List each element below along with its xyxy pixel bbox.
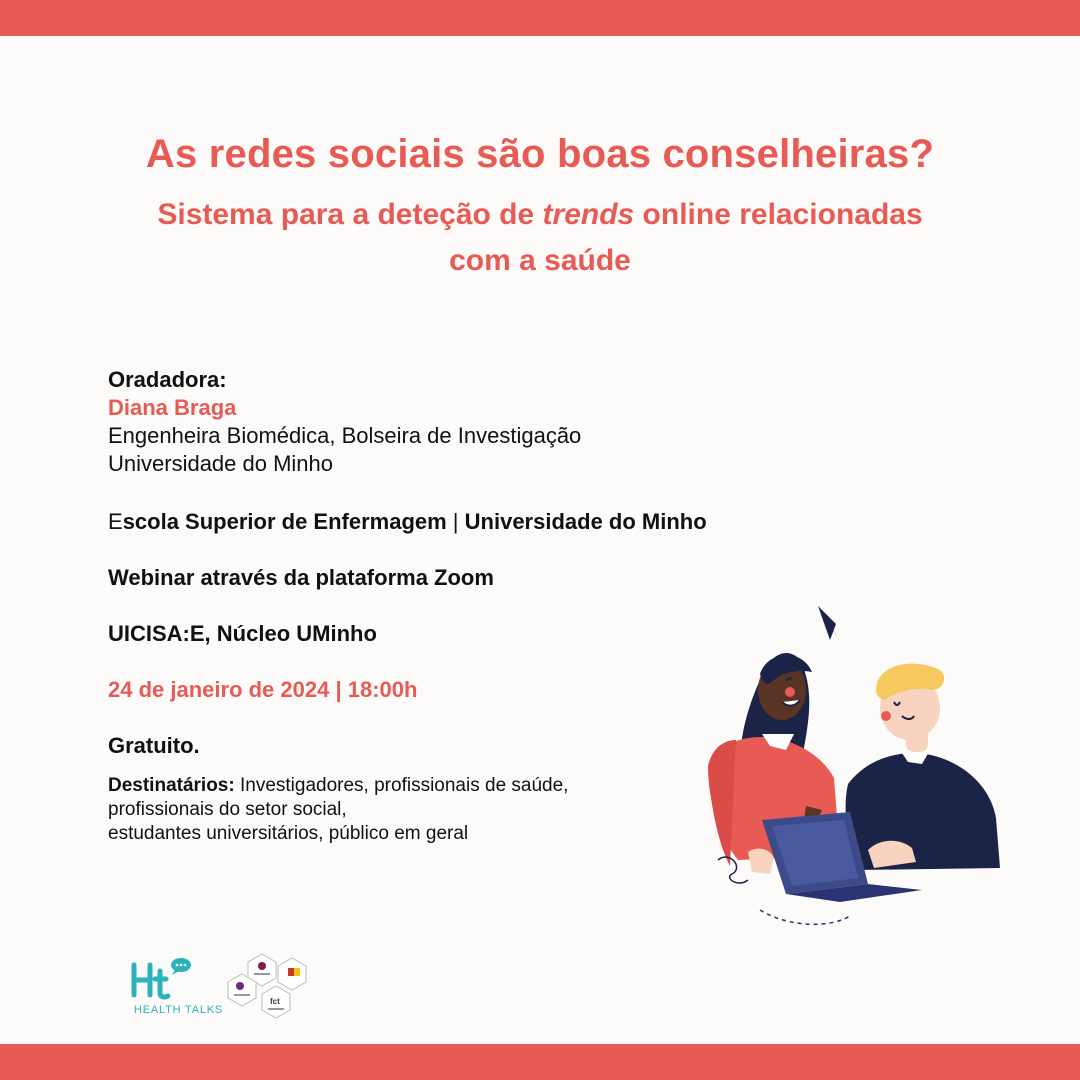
health-talks-logo	[130, 955, 226, 1020]
event-info	[108, 366, 728, 846]
speaker-institution: Universidade do Minho	[108, 451, 334, 476]
bottom-accent-bar	[0, 1044, 1080, 1080]
subtitle-text-end: online relacionadas	[634, 198, 923, 231]
school-name: scola Superior de Enfermagem	[122, 509, 447, 534]
event-datetime: 24 de janeiro de 2024 | 18:00h	[108, 677, 418, 702]
school-line	[108, 508, 728, 536]
partner-logos-hexagons	[226, 952, 318, 1024]
subtitle-line-2: com a saúde	[449, 244, 631, 277]
school-university: Universidade do Minho	[464, 509, 707, 534]
speaker-role: Engenheira Biomédica, Bolseira de Investigação	[108, 423, 582, 448]
people-with-laptop-illustration	[690, 598, 1020, 938]
svg-text:fct: fct	[270, 997, 280, 1006]
subtitle-text-start: Sistema para a deteção de	[157, 198, 543, 231]
top-accent-bar	[0, 0, 1080, 36]
event-price: Gratuito.	[108, 733, 200, 758]
school-separator: |	[446, 509, 465, 534]
audience-text-1: Investigadores, profissionais de saúde,	[234, 775, 569, 796]
audience-line-2: profissionais do setor social,	[108, 799, 347, 820]
event-organizer: UICISA:E, Núcleo UMinho	[108, 621, 377, 646]
audience-line-3: estudantes universitários, público em geral	[108, 823, 469, 844]
subtitle-emphasis: trends	[542, 198, 635, 231]
speaker-name: Diana Braga	[108, 395, 237, 420]
event-format: Webinar através da plataforma Zoom	[108, 565, 494, 590]
title-block	[60, 126, 1020, 284]
page-subtitle	[60, 192, 1020, 284]
audience-line-1	[108, 774, 728, 798]
page-title: As redes sociais são boas conselheiras?	[145, 132, 935, 176]
health-talks-mark	[130, 955, 196, 1003]
health-talks-caption: HEALTH TALKS	[134, 1004, 224, 1016]
school-prefix: E	[108, 509, 123, 534]
audience-label: Destinatários:	[108, 775, 235, 796]
speaker-heading: Oradadora:	[108, 367, 227, 392]
